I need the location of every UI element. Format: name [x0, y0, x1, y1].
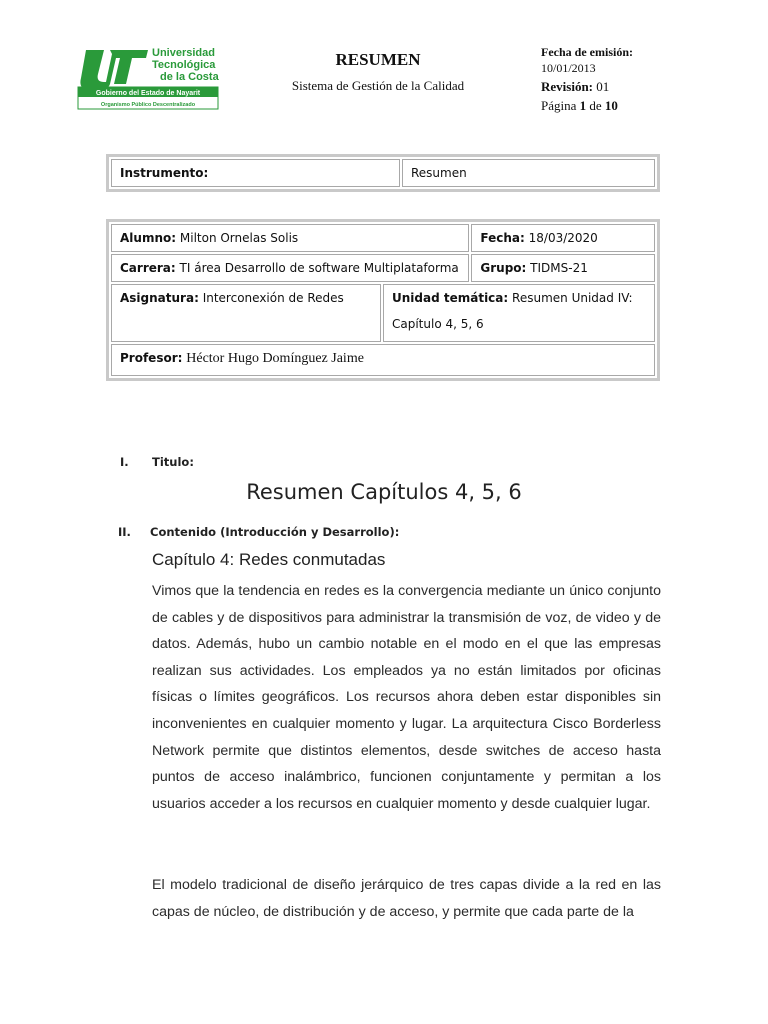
asignatura-cell	[111, 284, 381, 342]
section-contenido	[118, 525, 399, 539]
asignatura-label: Asignatura:	[120, 291, 199, 305]
unidad-value-2: Capítulo 4, 5, 6	[392, 317, 484, 331]
unidad-label: Unidad temática:	[392, 291, 509, 305]
document-header-meta	[541, 45, 633, 114]
section-titulo	[120, 455, 194, 469]
fecha-label: Fecha:	[480, 231, 525, 245]
logo-name-line-2: Tecnológica	[152, 59, 216, 71]
alumno-value: Milton Ornelas Solis	[179, 231, 299, 245]
logo-name-line-1: Universidad	[152, 47, 215, 59]
asignatura-value: Interconexión de Redes	[202, 291, 344, 305]
emission-date-value: 10/01/2013	[541, 61, 596, 75]
chapter-title: Capítulo 4: Redes conmutadas	[152, 550, 386, 569]
logo-name-line-3: de la Costa	[160, 71, 219, 83]
grupo-cell	[471, 254, 655, 282]
page-indicator	[541, 98, 633, 114]
instrument-value: Resumen	[411, 166, 467, 180]
revision-label: Revisión:	[541, 79, 593, 94]
document-subtitle: Sistema de Gestión de la Calidad	[291, 78, 465, 93]
carrera-label: Carrera:	[120, 261, 176, 275]
instrument-value-cell	[402, 159, 655, 187]
instrument-label-cell	[111, 159, 400, 187]
logo-bar-text: Gobierno del Estado de Nayarit	[95, 90, 201, 97]
page-current: 1	[579, 98, 587, 113]
grupo-label: Grupo:	[480, 261, 527, 275]
paragraph-2: El modelo tradicional de diseño jerárquico de tres capas divide a la red en las capas de núcleo, de distribución y de acceso, y permite que cada parte de la	[152, 877, 661, 920]
profesor-cell	[111, 344, 655, 376]
revision	[541, 79, 633, 95]
unidad-value: Resumen Unidad IV:	[512, 291, 633, 305]
instrument-label: Instrumento:	[120, 166, 209, 180]
document-title: RESUMEN	[335, 50, 421, 69]
section-titulo-number: I.	[120, 455, 129, 469]
revision-value: 01	[596, 79, 610, 94]
section-contenido-number: II.	[118, 525, 131, 539]
page-label: Página	[541, 98, 577, 113]
main-title: Resumen Capítulos 4, 5, 6	[246, 480, 522, 504]
page-total: 10	[604, 98, 618, 113]
document-header-center	[268, 50, 488, 94]
alumno-cell	[111, 224, 469, 252]
section-contenido-label: Contenido (Introducción y Desarrollo):	[150, 525, 400, 539]
student-info-table	[106, 219, 660, 381]
page-of: de	[589, 98, 602, 113]
carrera-cell	[111, 254, 469, 282]
emission-date-label: Fecha de emisión:	[541, 45, 633, 59]
section-titulo-label: Titulo:	[152, 455, 194, 469]
logo-sub-text: Organismo Público Descentralizado	[100, 102, 196, 108]
carrera-value: TI área Desarrollo de software Multiplataforma	[179, 261, 459, 275]
fecha-value: 18/03/2020	[528, 231, 598, 245]
grupo-value: TIDMS-21	[530, 261, 588, 275]
university-logo	[76, 44, 222, 110]
profesor-label: Profesor:	[120, 351, 183, 365]
profesor-value: Héctor Hugo Domínguez Jaime	[186, 351, 364, 366]
instrument-table	[106, 154, 660, 192]
unidad-cell	[383, 284, 655, 342]
paragraph-1: Vimos que la tendencia en redes es la convergencia mediante un único conjunto de cables y de dispositivos para administrar la transmisión de voz, de video y de datos. Además, hubo un cambio notable en el modo en el que las empresas realizan sus actividades. Los empleados ya no están limitados por oficinas físicas o límites geográficos. Los recursos ahora deben estar disponibles sin inconvenientes en cualquier momento y lugar. La arquitectura Cisco Borderless Network permite que distintos elementos, desde switches de acceso hasta puntos de acceso inalámbrico, funcionen conjuntamente y permitan a los usuarios acceder a los recursos en cualquier momento y desde cualquier lugar.	[152, 583, 661, 812]
fecha-cell	[471, 224, 655, 252]
alumno-label: Alumno:	[120, 231, 177, 245]
